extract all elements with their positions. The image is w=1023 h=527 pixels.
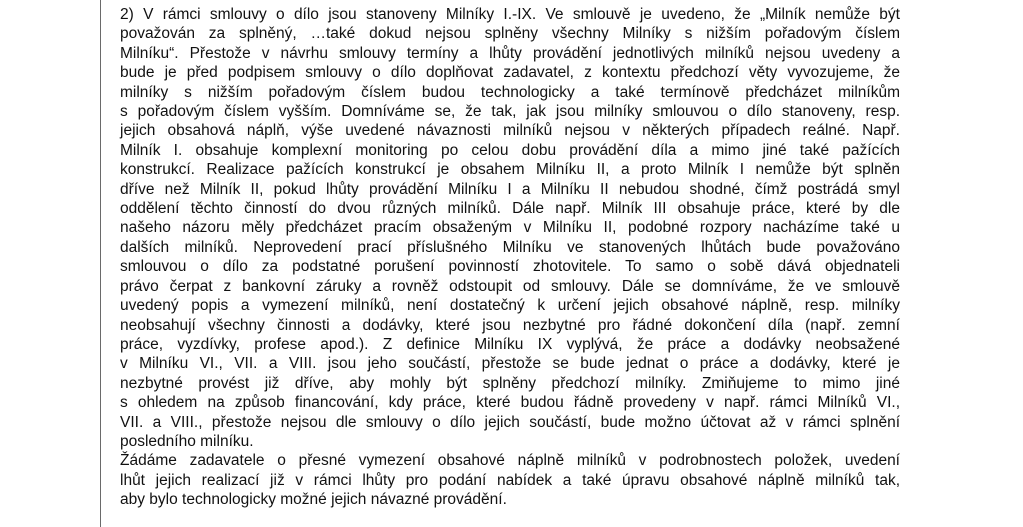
text-line: uvedený popis a vymezení milníků, není dostatečný k určení jejich obsahové náplně, resp. milníky <box>120 297 900 315</box>
text-line: jejich obsahová náplň, výše uvedené návaznosti milníků nejsou v některých případech reálné. Např. <box>120 122 900 140</box>
page-edge-line <box>100 0 101 527</box>
text-line: Žádáme zadavatele o přesné vymezení obsahové náplně milníků v podrobnostech položek, uvedení <box>120 452 900 470</box>
text-line: dříve než Milník II, pokud lhůty provádění Milníku I a Milníku II nebudou shodné, čímž postrádá smyl <box>120 180 900 198</box>
text-line: našeho názoru měly předcházet pracím obsaženým v Milníku II, podobné rozpory nacházíme také u <box>120 219 900 237</box>
text-line: s pořadovým číslem vyšším. Domníváme se, že tak, jak jsou milníky smlouvou o dílo stanoveny, resp. <box>120 103 900 121</box>
document-text-block <box>120 5 900 510</box>
text-line: Milník I. obsahuje komplexní monitoring po celou dobu provádění díla a mimo jiné také pažících <box>120 141 900 159</box>
text-line: považován za splněný, …také dokud nejsou splněny všechny Milníky s nižším pořadovým číslem <box>120 25 900 43</box>
text-line: oddělení těchto činností do dvou různých milníků. Dále např. Milník III obsahuje práce, které by dle <box>120 200 900 218</box>
text-line: VII. a VIII., přestože nejsou dle smlouvy o dílo jejich součástí, bude možno účtovat až v rámci splnění <box>120 413 900 431</box>
text-line: právo čerpat z bankovní záruky a rovněž odstoupit od smlouvy. Dále se domníváme, že ve smlouvě <box>120 277 900 295</box>
text-line: milníky s nižším pořadovým číslem budou technologicky a také termínově předcházet milníkům <box>120 83 900 101</box>
text-line: smlouvou o dílo za podstatné porušení povinností zhotovitele. To samo o sobě dává objednateli <box>120 258 900 276</box>
text-line: bude je před podpisem smlouvy o dílo doplňovat zadavatel, z kontextu předchozí věty vyvozujeme, že <box>120 64 900 82</box>
text-line: práce, vyzdívky, profese apod.). Z definice Milníku IX vyplývá, že práce a dodávky neobsažené <box>120 335 900 353</box>
text-line: s ohledem na způsob financování, kdy práce, které budou řádně provedeny v např. rámci Milníků VI., <box>120 394 900 412</box>
text-line: Milníku“. Přestože v návrhu smlouvy termíny a lhůty provádění jednotlivých milníků nejsou uvedeny a <box>120 44 900 62</box>
text-line: aby bylo technologicky možné jejich návazné provádění. <box>120 491 507 509</box>
text-line: 2) V rámci smlouvy o dílo jsou stanoveny Milníky I.-IX. Ve smlouvě je uvedeno, že „Milník nemůže být <box>120 6 900 23</box>
text-line: neobsahují všechny činnosti a dodávky, které jsou nezbytné pro řádné dokončení díla (např. zemní <box>120 316 900 334</box>
text-line: v Milníku VI., VII. a VIII. jsou jeho součástí, přestože se bude jednat o práce a dodávky, které je <box>120 355 900 373</box>
text-line: dalších milníků. Neprovedení prací příslušného Milníku ve stanovených lhůtách bude považováno <box>120 238 900 256</box>
text-line: nezbytné provést již dříve, aby mohly být splněny předchozí milníky. Zmiňujeme to mimo jiné <box>120 374 900 392</box>
text-line: lhůt jejich realizací již v rámci lhůty pro podání nabídek a také úpravu obsahové náplně milníků tak, <box>120 471 900 489</box>
text-line: konstrukcí. Realizace pažících konstrukcí je obsahem Milníku II, a proto Milník I nemůže být splněn <box>120 161 900 179</box>
text-line: posledního milníku. <box>120 432 254 450</box>
